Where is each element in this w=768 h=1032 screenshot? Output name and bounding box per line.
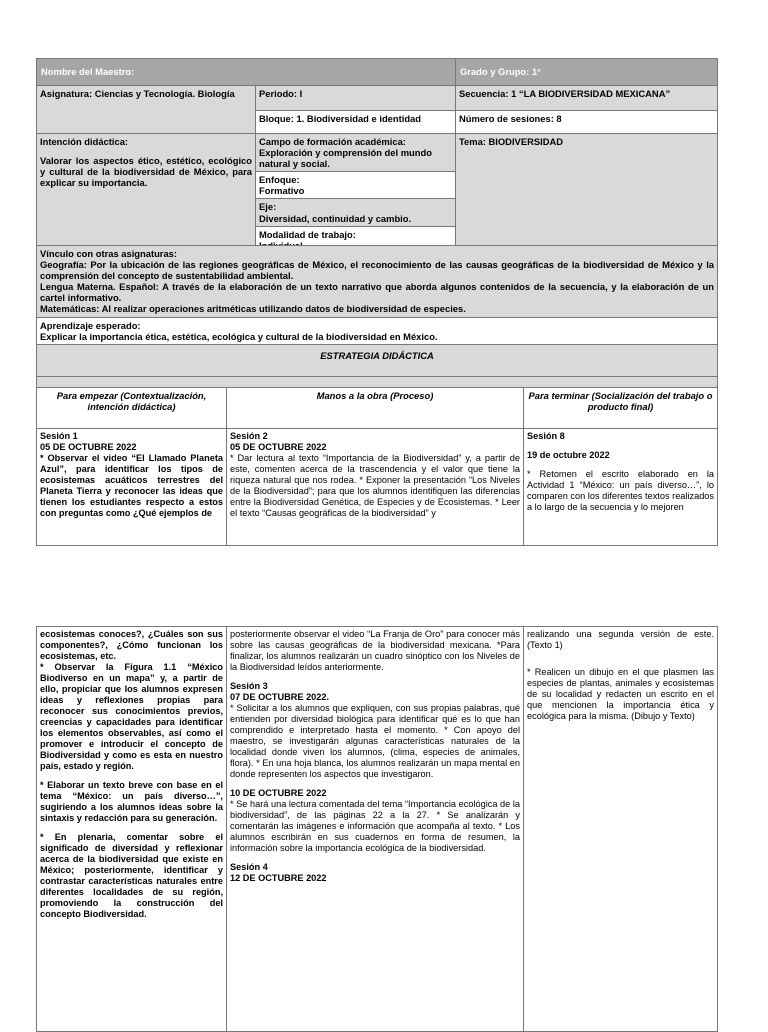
column-header-process: Manos a la obra (Proceso) — [227, 387, 524, 428]
sesion-3-date: 07 DE OCTUBRE 2022. — [230, 692, 330, 702]
page2-col3 — [524, 627, 718, 1032]
column-header-start: Para empezar (Contextualización, intención didáctica) — [37, 387, 227, 428]
col1-part-b: * Observar la Figura 1.1 “México Biodiverso en un mapa” y, a partir de ello, propiciar que los alumnos expresen ideas y reflexiones propias para reconocer sus conocimientos previos, creencias y capacidades para identificar los elementos observables, así como el promover e introducir el concepto de Biodiversidad y como es esta en nuestro país, estado y región. — [40, 662, 223, 771]
col3-part-b: * Realicen un dibujo en el que plasmen las especies de plantas, animales y ecosistemas de su localidad y redacten un escrito en el que mencionen la importancia ética y ecológica para la misma. (Dibujo y Texto) — [527, 667, 714, 721]
col1-part-a: ecosistemas conoces?, ¿Cuáles son sus componentes?, ¿Cómo funcionan los ecosistemas, etc. — [40, 629, 223, 661]
sesion-2-date: 05 DE OCTUBRE 2022 — [230, 441, 327, 452]
vinculo-cell — [37, 246, 718, 318]
fecha-10-octubre: 10 DE OCTUBRE 2022 — [230, 788, 327, 798]
spacer-row — [37, 376, 718, 387]
aprendizaje-cell — [37, 317, 718, 344]
sesion-2-text: * Dar lectura al texto “Importancia de la Biodiversidad” y, a partir de este, comenten acerca de la trascendencia y el valor que tiene la riqueza natural que nos rodea. * Exponer la presentación “Los Niveles de la Biodiversidad”; para que los alumnos identifiquen las diferencias entre la Biodiversidad Genética, de Especies y de Ecosistemas. * Leer el texto “Causas geográficas de la biodiversidad” y — [230, 452, 520, 518]
sesion-3-title: Sesión 3 — [230, 681, 268, 691]
page1-col1 — [37, 428, 227, 545]
aprendizaje-label: Aprendizaje esperado: — [40, 319, 141, 331]
page2-col1 — [37, 627, 227, 1032]
sesion-1-text: * Observar el video “El Llamado Planeta Azul”, para identificar los tipos de ecosistemas acuáticos terrestres del Planeta Tierra y reconocer las ideas que tienen los estudiantes respecto a estos con preguntas como ¿Qué ejemplos de — [40, 452, 223, 518]
periodo-cell: Periodo: I — [256, 86, 456, 111]
planning-table-top — [36, 58, 718, 254]
vinculo-geografia: Geografía: Por la ubicación de las regiones geográficas de México, el reconocimiento de las causas geográficas de la biodiversidad de México y la comprensión del concepto de sustentabilidad ambiental. — [40, 259, 715, 282]
vinculo-label: Vínculo con otras asignaturas: — [40, 248, 178, 259]
column-header-end: Para terminar (Socialización del trabajo o producto final) — [524, 387, 718, 428]
col2-part-a: posteriormente observar el video “La Franja de Oro” para conocer más sobre las causas geográficas de la biodiversidad mexicana. *Para finalizar, los alumnos realizarán un cuadro sinóptico con los Niveles de la Biodiversidad leídos anteriormente. — [230, 629, 520, 672]
col2-part-c: * Se hará una lectura comentada del tema “Importancia ecológica de la biodiversidad”, de las páginas 22 a la 27. * Se analizarán y comentarán las imágenes e información que acompaña al texto. * Los alumnos escribirán en sus cuadernos en forma de resumen, la información sobre la importancia ecológica de la biodiversidad. — [230, 799, 520, 853]
col3-part-a: realizando una segunda versión de este. (Texto 1) — [527, 629, 714, 650]
vinculo-matematicas: Matemáticas: Al realizar operaciones aritméticas utilizando datos de biodiversidad de especies. — [40, 303, 466, 315]
sesion-8-text: * Retomen el escrito elaborado en la Actividad 1 “México: un país diverso…”, lo comparen con los diferentes textos realizados a lo largo de la secuencia y lo mejoren — [527, 468, 715, 512]
col1-part-c: * Elaborar un texto breve con base en el tema “México: un país diverso…”, sugiriendo a los alumnos ideas sobre la sintaxis y redacción para su generación. — [40, 780, 223, 823]
sesion-1-date: 05 DE OCTUBRE 2022 — [40, 441, 137, 452]
intencion-label: Intención didáctica: — [40, 136, 129, 147]
bloque-cell: Bloque: 1. Biodiversidad e identidad — [256, 111, 456, 134]
sesion-4-date: 12 DE OCTUBRE 2022 — [230, 873, 327, 883]
campo-cell: Campo de formación académica: Exploración y comprensión del mundo natural y social. — [256, 134, 456, 172]
col1-part-d: * En plenaria, comentar sobre el significado de diversidad y reflexionar acerca de la biodiversidad que existe en México; posteriormente, identificar y contrastar características naturales entre diferentes localidades de su región, promoviendo la construcción del concepto Biodiversidad. — [40, 832, 223, 919]
sesion-8-title: Sesión 8 — [527, 430, 565, 441]
secuencia-cell: Secuencia: 1 “LA BIODIVERSIDAD MEXICANA” — [456, 86, 718, 111]
page2-col2 — [227, 627, 524, 1032]
planning-table-continued — [36, 626, 718, 1032]
enfoque-cell: Enfoque: Formativo — [256, 172, 456, 199]
sesion-4-title: Sesión 4 — [230, 862, 268, 872]
sesion-8-date: 19 de octubre 2022 — [527, 449, 610, 460]
estrategia-title: ESTRATEGIA DIDÁCTICA — [37, 344, 718, 376]
document-page-2 — [0, 573, 768, 1024]
asignatura-cell: Asignatura: Ciencias y Tecnología. Biología — [37, 86, 256, 134]
eje-cell: Eje: Diversidad, continuidad y cambio. — [256, 199, 456, 226]
intencion-cell — [37, 134, 256, 254]
sesiones-cell: Número de sesiones: 8 — [456, 111, 718, 134]
page1-col3 — [524, 428, 718, 545]
tema-cell: Tema: BIODIVERSIDAD — [456, 134, 718, 254]
sesion-1-title: Sesión 1 — [40, 430, 78, 441]
col2-part-b: * Solicitar a los alumnos que expliquen, con sus propias palabras, qué entienden por diversidad biológica para identificar qué es lo que han comprendido e interpretado hasta el momento. * Con apoyo del maestro, se investigarán algunas características naturales de la localidad donde viven los alumnos, (clima, especies de animales, flora). * En una hoja blanca, los alumnos realizarán un mapa mental en donde representen los aspectos que investigaron. — [230, 703, 520, 779]
sesion-2-title: Sesión 2 — [230, 430, 268, 441]
page1-col2 — [227, 428, 524, 545]
maestro-label: Nombre del Maestro: — [37, 59, 456, 86]
planning-table-middle — [36, 245, 718, 546]
intencion-text: Valorar los aspectos ético, estético, ecológico y cultural de la biodiversidad de México, para explicar su importancia. — [40, 155, 252, 189]
vinculo-lengua: Lengua Materna. Español: A través de la elaboración de un texto narrativo que aborda algunos contenidos de la secuencia, y la elaboración de un cartel informativo. — [40, 281, 715, 304]
aprendizaje-text: Explicar la importancia ética, estética, ecológica y cultural de la biodiversidad en México. — [40, 330, 438, 342]
grado-label: Grado y Grupo: 1° — [456, 59, 718, 86]
modalidad-cell: Modalidad de trabajo: — [256, 226, 456, 253]
